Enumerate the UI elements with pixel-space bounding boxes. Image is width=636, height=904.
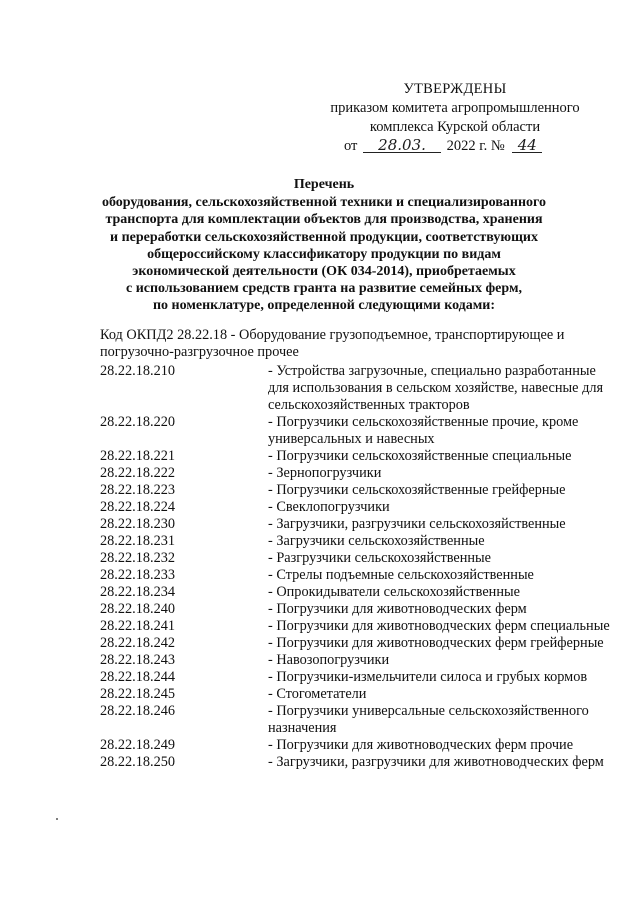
okpd-code: 28.22.18.231 — [100, 533, 176, 549]
code-description: - Погрузчики универсальные сельскохозяйственного назначения — [268, 703, 589, 736]
okpd-code: 28.22.18.224 — [100, 499, 176, 515]
title-line: экономической деятельности (ОК 034-2014), приобретаемых — [132, 264, 516, 280]
code-description: - Погрузчики сельскохозяйственные прочие, кроме универсальных и навесных — [268, 414, 579, 447]
code-row — [100, 635, 620, 652]
code-description: - Погрузчики сельскохозяйственные специальные — [268, 448, 572, 464]
title-line: и переработки сельскохозяйственной продукции, соответствующих — [110, 229, 538, 245]
code-row — [100, 754, 620, 771]
okpd-code: 28.22.18.244 — [100, 669, 176, 685]
date-year: 2022 г. № — [446, 138, 505, 154]
okpd-code: 28.22.18.223 — [100, 482, 176, 498]
okpd-code: 28.22.18.246 — [100, 703, 176, 719]
okpd-intro: Код ОКПД2 28.22.18 - Оборудование грузоподъемное, транспортирующее и погрузочно-разгрузочное прочее — [100, 327, 565, 360]
code-description: - Свеклопогрузчики — [268, 499, 390, 515]
code-row — [100, 669, 620, 686]
title-line: общероссийскому классификатору продукции по видам — [147, 246, 501, 262]
code-row — [100, 618, 620, 635]
approval-line-1: приказом комитета агропромышленного — [330, 100, 580, 116]
okpd-code: 28.22.18.221 — [100, 448, 176, 464]
approval-date-row — [310, 137, 600, 156]
document-title — [84, 176, 564, 315]
code-description: - Погрузчики-измельчители силоса и грубых кормов — [268, 669, 588, 685]
code-row — [100, 567, 620, 584]
title-line: оборудования, сельскохозяйственной техники и специализированного — [101, 195, 547, 211]
code-list — [100, 363, 620, 771]
code-description: - Загрузчики, разгрузчики для животноводческих ферм — [268, 754, 604, 770]
code-description: - Погрузчики для животноводческих ферм прочие — [268, 737, 574, 753]
handwritten-number: 44 — [512, 138, 542, 153]
okpd-code: 28.22.18.232 — [100, 550, 176, 566]
approval-block — [310, 80, 600, 156]
title-lines — [84, 194, 564, 314]
code-row — [100, 465, 620, 482]
okpd-code: 28.22.18.230 — [100, 516, 176, 532]
title-line: транспорта для комплектации объектов для производства, хранения — [105, 212, 543, 228]
code-row — [100, 737, 620, 754]
code-description: - Устройства загрузочные, специально разработанные для использования в сельском хозяйстве, навесные для сельскохозяйственных тракторов — [268, 363, 604, 413]
date-prefix: от — [344, 138, 358, 154]
code-row — [100, 482, 620, 499]
code-row — [100, 601, 620, 618]
code-description: - Погрузчики для животноводческих ферм — [268, 601, 527, 617]
approval-line-2: комплекса Курской области — [369, 119, 541, 135]
code-row — [100, 652, 620, 669]
title-line: по номенклатуре, определенной следующими кодами: — [152, 298, 496, 314]
okpd-code: 28.22.18.243 — [100, 652, 176, 668]
okpd-code: 28.22.18.240 — [100, 601, 176, 617]
code-description: - Навозопогрузчики — [268, 652, 390, 668]
code-description: - Загрузчики сельскохозяйственные — [268, 533, 485, 549]
okpd-code: 28.22.18.234 — [100, 584, 176, 600]
code-description: - Погрузчики для животноводческих ферм грейферные — [268, 635, 604, 651]
code-row — [100, 686, 620, 703]
code-description: - Погрузчики для животноводческих ферм специальные — [268, 618, 610, 634]
handwritten-date: 28.03. — [363, 138, 441, 153]
okpd-code: 28.22.18.249 — [100, 737, 176, 753]
title-heading: Перечень — [293, 177, 355, 192]
code-description: - Загрузчики, разгрузчики сельскохозяйственные — [268, 516, 566, 532]
okpd-code: 28.22.18.233 — [100, 567, 176, 583]
okpd-code: 28.22.18.245 — [100, 686, 176, 702]
code-row — [100, 550, 620, 567]
approval-heading: УТВЕРЖДЕНЫ — [403, 81, 507, 97]
code-description: - Погрузчики сельскохозяйственные грейферные — [268, 482, 566, 498]
okpd-code: 28.22.18.220 — [100, 414, 176, 430]
code-description: - Зернопогрузчики — [268, 465, 382, 481]
title-line: с использованием средств гранта на развитие семейных ферм, — [126, 281, 522, 297]
scan-speck — [56, 818, 58, 820]
code-description: - Разгрузчики сельскохозяйственные — [268, 550, 491, 566]
code-row — [100, 499, 620, 516]
okpd-code: 28.22.18.241 — [100, 618, 176, 634]
code-row — [100, 448, 620, 465]
okpd-code: 28.22.18.210 — [100, 363, 176, 379]
code-row — [100, 363, 620, 414]
okpd-code: 28.22.18.250 — [100, 754, 176, 770]
okpd-code: 28.22.18.242 — [100, 635, 176, 651]
code-description: - Стрелы подъемные сельскохозяйственные — [268, 567, 534, 583]
code-row — [100, 414, 620, 448]
code-row — [100, 703, 620, 737]
code-row — [100, 516, 620, 533]
okpd-code: 28.22.18.222 — [100, 465, 176, 481]
code-row — [100, 584, 620, 601]
code-description: - Стогометатели — [268, 686, 367, 702]
code-description: - Опрокидыватели сельскохозяйственные — [268, 584, 520, 600]
code-row — [100, 533, 620, 550]
